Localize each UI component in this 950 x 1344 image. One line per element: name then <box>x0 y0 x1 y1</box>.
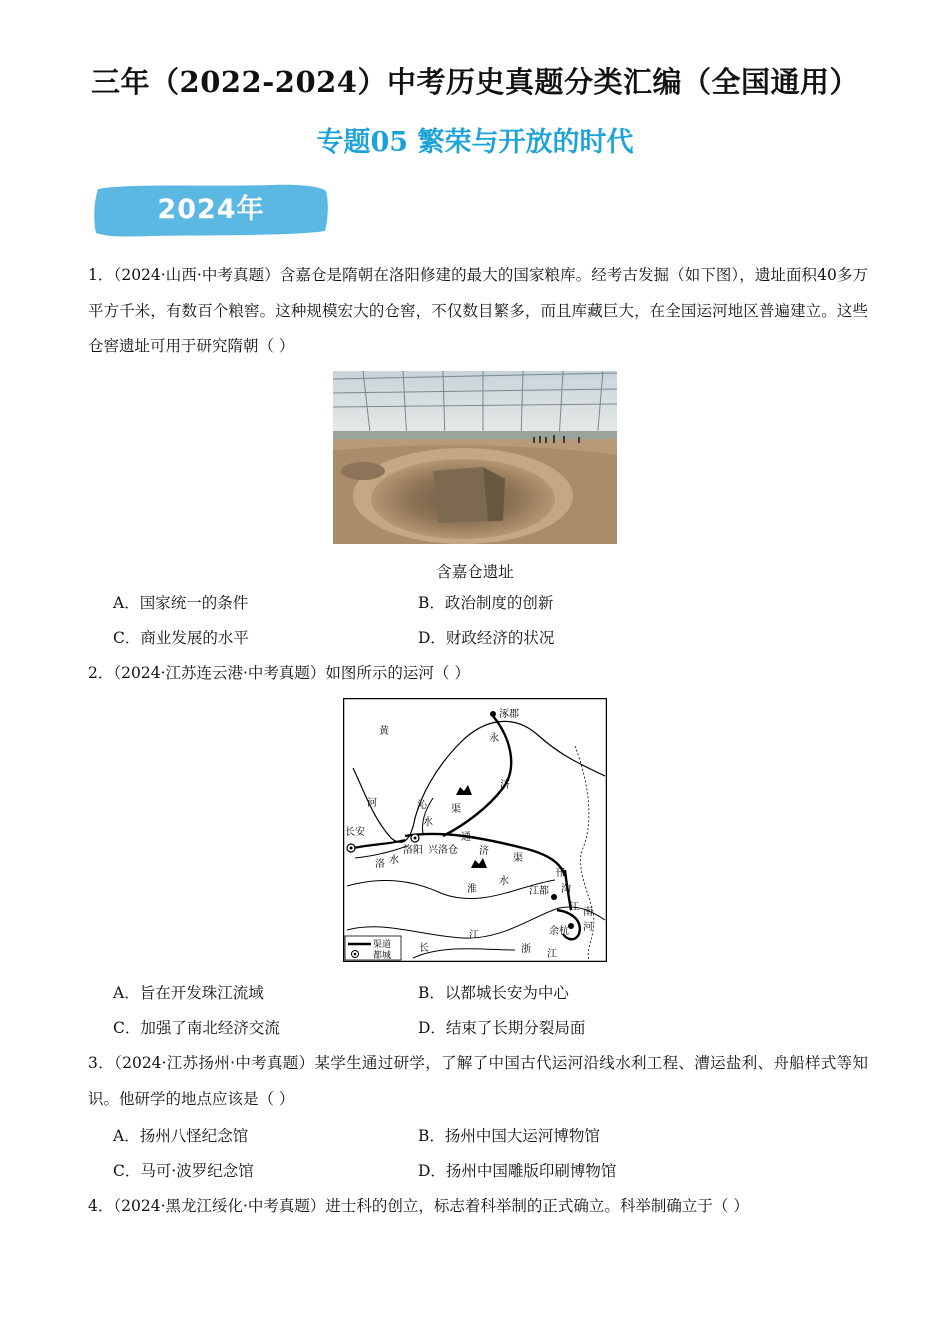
q1-option-d[interactable]: D．财政经济的状况 <box>418 629 555 647</box>
excavation-pit-illustration <box>333 371 617 544</box>
photo-caption: 含嘉仓遗址 <box>436 563 514 581</box>
map-label-jiang3: 江 <box>469 930 479 941</box>
question-3 <box>88 1046 868 1117</box>
question-2-number: 2． <box>88 664 114 682</box>
map-label-shui3: 水 <box>499 876 509 887</box>
question-1-text: （2024·山西·中考真题）含嘉仓是隋朝在洛阳修建的最大的国家粮库。经考古发掘（如下图），遗址面积40多万平方千米，有数百个粮窖。这种规模宏大的仓窖，不仅数目繁多，而且库藏巨大，在全国运河地区普遍建立。这些仓窖遗址可用于研究隋朝（ ） <box>88 266 868 355</box>
q1-option-c[interactable]: C．商业发展的水平 <box>113 629 249 647</box>
q3-option-b[interactable]: B．扬州中国大运河博物馆 <box>418 1127 600 1145</box>
map-label-shui: 水 <box>423 817 433 828</box>
map-label-gou: 沟 <box>561 884 571 895</box>
question-2-text: （2024·江苏连云港·中考真题）如图所示的运河（ ） <box>113 664 470 682</box>
map-label-qin: 沁 <box>417 800 427 811</box>
q2-option-b[interactable]: B．以都城长安为中心 <box>418 984 569 1002</box>
q3-option-a[interactable]: A．扬州八怪纪念馆 <box>113 1127 249 1145</box>
map-label-nan: 南 <box>583 907 593 918</box>
year-badge-label: 2024年 <box>157 194 265 225</box>
map-label-ji2: 济 <box>479 846 489 857</box>
map-label-yong: 永 <box>489 733 499 744</box>
map-label-jiang: 江 <box>569 902 579 913</box>
map-label-han: 邗 <box>555 868 565 879</box>
map-label-xingluocang: 兴洛仓 <box>428 845 458 856</box>
q2-option-c[interactable]: C．加强了南北经济交流 <box>113 1019 280 1037</box>
question-4-text: （2024·黑龙江绥化·中考真题）进士科的创立，标志着科举制的正式确立。科举制确立于（ ） <box>113 1197 749 1215</box>
question-4-number: 4． <box>88 1197 114 1215</box>
hanjiacang-site-photo <box>333 371 617 544</box>
map-label-zhuojun: 涿郡 <box>499 709 519 720</box>
question-1 <box>88 258 868 365</box>
map-label-jiang2: 江 <box>547 949 557 960</box>
map-label-luo: 洛 <box>375 859 385 870</box>
q3-option-d[interactable]: D．扬州中国雕版印刷博物馆 <box>418 1162 617 1180</box>
map-label-jiangdu: 江都 <box>529 886 549 897</box>
map-label-qu2: 渠 <box>513 853 523 864</box>
map-legend-canal: 渠道 <box>373 940 392 950</box>
document-title: 三年（2022-2024）中考历史真题分类汇编（全国通用） <box>91 65 859 99</box>
map-legend-capital: 都城 <box>373 951 392 961</box>
q1-option-b[interactable]: B．政治制度的创新 <box>418 594 554 612</box>
map-label-changan: 长安 <box>345 827 365 838</box>
map-label-qu: 渠 <box>451 804 461 815</box>
map-label-chang: 长 <box>419 943 429 954</box>
grand-canal-map <box>343 698 607 962</box>
question-4 <box>88 1189 868 1225</box>
map-label-tong: 通 <box>461 832 471 843</box>
q2-option-a[interactable]: A．旨在开发珠江流域 <box>113 984 264 1002</box>
question-3-number: 3． <box>88 1054 115 1072</box>
map-label-luoyang: 洛阳 <box>403 845 423 856</box>
map-label-yuhang: 余杭 <box>549 926 569 937</box>
map-label-huang: 黄 <box>379 726 389 737</box>
map-label-zhe: 浙 <box>521 944 531 955</box>
year-badge <box>92 181 330 239</box>
map-label-ji: 济 <box>500 780 510 791</box>
q3-option-c[interactable]: C．马可·波罗纪念馆 <box>113 1162 254 1180</box>
question-3-text: （2024·江苏扬州·中考真题）某学生通过研学，了解了中国古代运河沿线水利工程、漕运盐利、舟船样式等知识。他研学的地点应该是（ ） <box>88 1054 868 1108</box>
q2-option-d[interactable]: D．结束了长期分裂局面 <box>418 1019 586 1037</box>
map-label-huai: 淮 <box>467 884 477 895</box>
q1-option-a[interactable]: A．国家统一的条件 <box>113 594 249 612</box>
topic-subtitle: 专题05 繁荣与开放的时代 <box>316 127 634 158</box>
question-2 <box>88 656 868 692</box>
map-label-shui2: 水 <box>389 855 399 866</box>
map-label-he: 河 <box>367 798 377 809</box>
map-label-he2: 河 <box>583 922 593 933</box>
grand-canal-map-svg <box>343 698 607 962</box>
question-1-number: 1． <box>88 266 114 284</box>
